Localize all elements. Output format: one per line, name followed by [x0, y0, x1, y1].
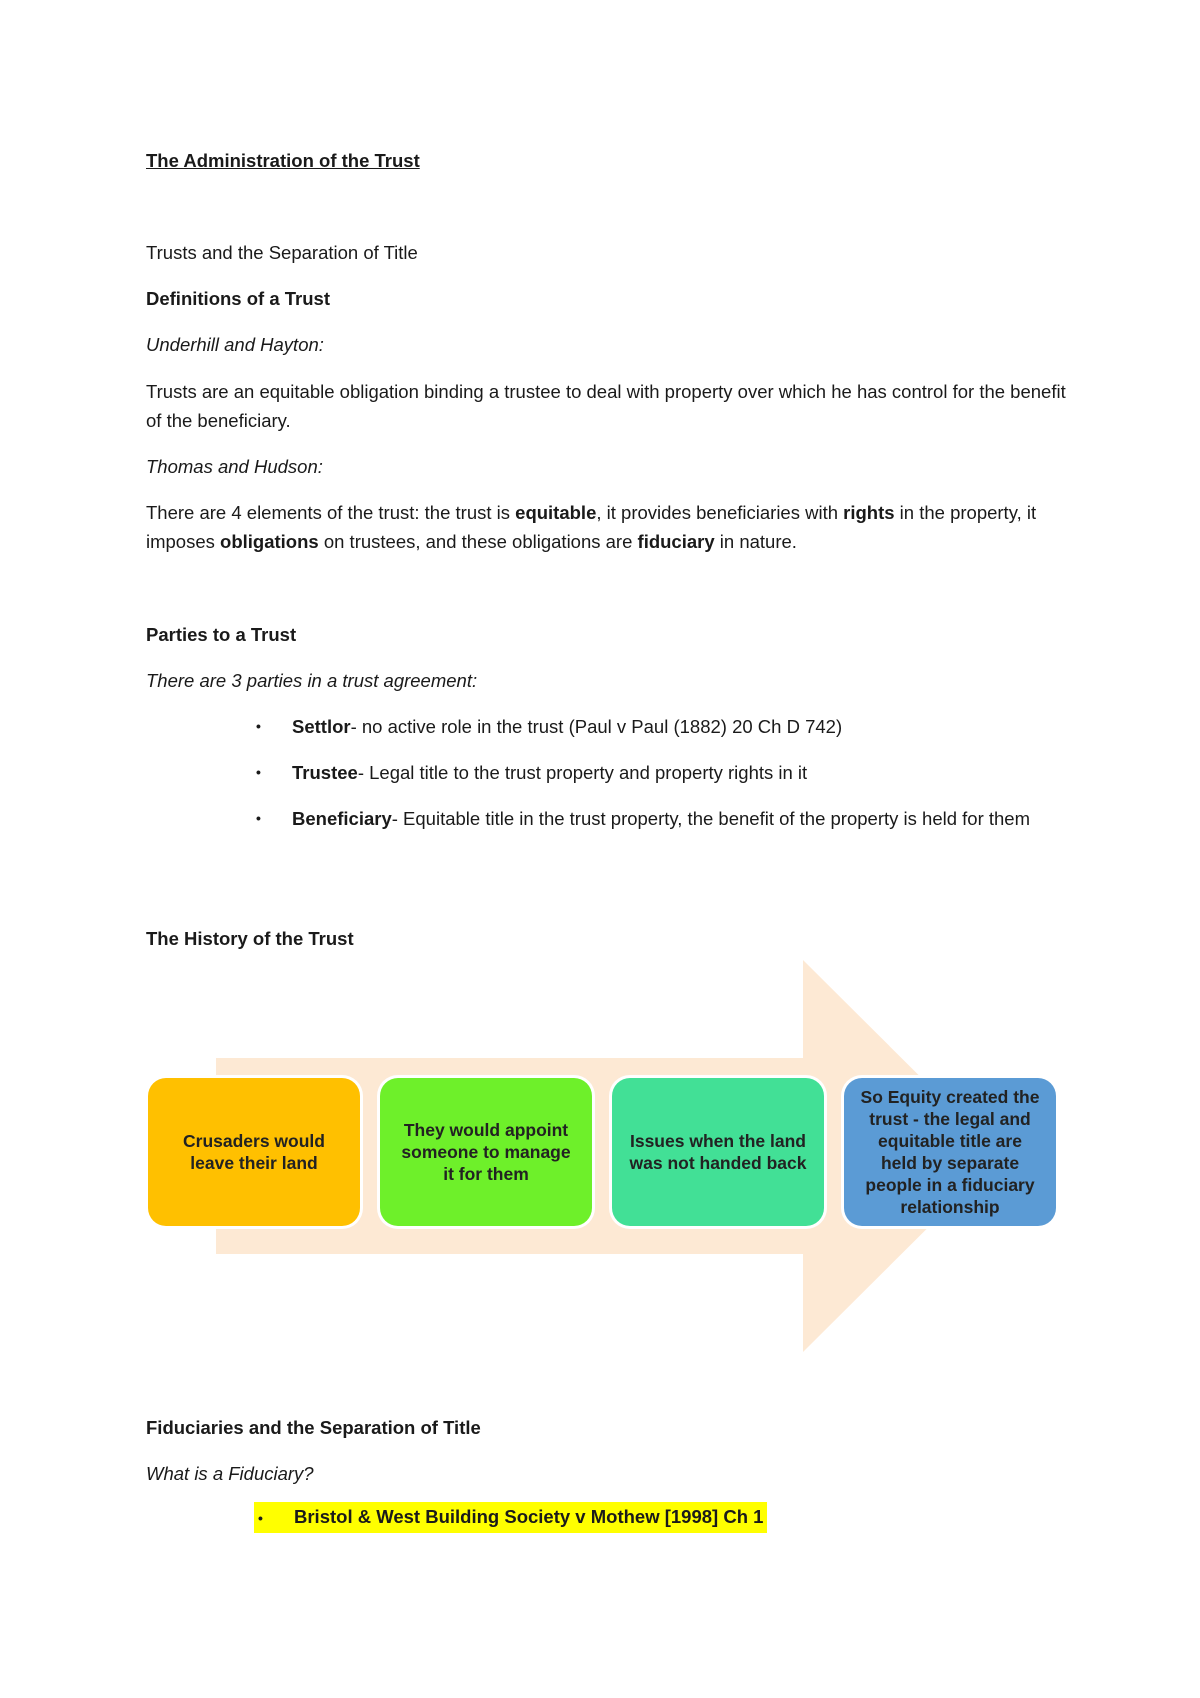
fiduciary-question: What is a Fiduciary?	[146, 1463, 314, 1484]
list-item-settlor	[146, 712, 1066, 741]
history-step-1	[148, 1078, 360, 1226]
definition-text-thomas: There are 4 elements of the trust: the trust is equitable, it provides beneficiaries with rights in the property, it imposes obligations on trustees, and these obligations are fiduciary in nature.	[146, 502, 1037, 552]
definition-text-underhill: Trusts are an equitable obligation binding a trustee to deal with property over which he has control for the benefit of the beneficiary.	[146, 381, 1066, 431]
party-description: - Equitable title in the trust property, the benefit of the property is held for them	[391, 808, 1030, 829]
step-label: Crusaders would leave their land	[183, 1131, 325, 1173]
parties-heading: Parties to a Trust	[146, 624, 297, 645]
term-obligations: obligations	[220, 531, 319, 552]
term-rights: rights	[843, 502, 895, 523]
history-process-diagram	[140, 960, 1065, 1352]
fiduciaries-heading: Fiduciaries and the Separation of Title	[146, 1417, 481, 1438]
list-item-beneficiary	[146, 804, 1066, 833]
step-label: Issues when the land was not handed back	[629, 1131, 807, 1173]
history-heading: The History of the Trust	[146, 928, 354, 949]
bullet-icon: •	[256, 764, 261, 780]
step-label: They would appoint someone to manage it for them	[401, 1120, 571, 1184]
highlighted-case-item	[254, 1502, 767, 1533]
party-term: Trustee	[292, 762, 358, 783]
section-subheading: Trusts and the Separation of Title	[146, 242, 418, 263]
party-term: Settlor	[292, 716, 351, 737]
parties-intro: There are 3 parties in a trust agreement:	[146, 670, 478, 691]
document-title: The Administration of the Trust	[146, 150, 420, 171]
bullet-icon: •	[256, 810, 261, 826]
list-item-trustee	[146, 758, 1066, 787]
case-citation: Bristol & West Building Society v Mothew [1998] Ch 1	[294, 1506, 764, 1527]
term-fiduciary: fiduciary	[637, 531, 715, 552]
bullet-icon: •	[256, 718, 261, 734]
history-step-3	[612, 1078, 824, 1226]
definitions-heading: Definitions of a Trust	[146, 288, 330, 309]
party-description: - Legal title to the trust property and property rights in it	[357, 762, 808, 783]
step-label: So Equity created the trust - the legal and equitable title are held by separate people in a fiduciary relationship	[860, 1087, 1040, 1217]
party-term: Beneficiary	[292, 808, 392, 829]
party-description: - no active role in the trust (Paul v Paul (1882) 20 Ch D 742)	[350, 716, 843, 737]
history-step-2	[380, 1078, 592, 1226]
definition-source-thomas: Thomas and Hudson:	[146, 456, 323, 477]
definition-source-underhill: Underhill and Hayton:	[146, 334, 324, 355]
term-equitable: equitable	[515, 502, 597, 523]
bullet-icon: •	[258, 1510, 263, 1526]
history-step-4	[844, 1078, 1056, 1226]
